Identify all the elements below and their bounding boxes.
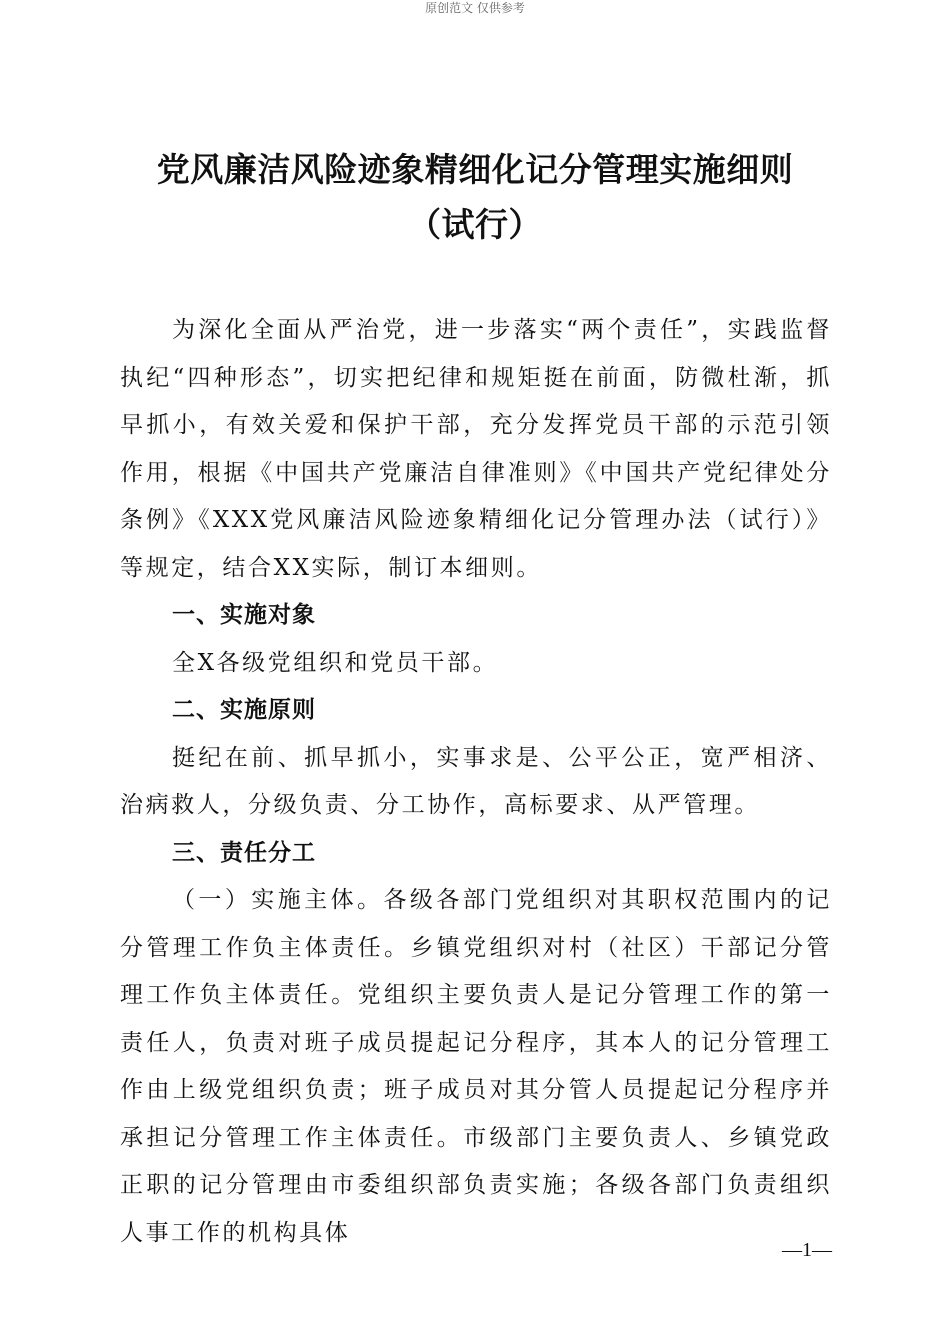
section-heading-responsibilities: 三、责任分工 [172, 839, 316, 866]
section-heading-targets: 一、实施对象 [172, 602, 316, 628]
document-subtitle: （试行） [408, 205, 542, 244]
watermark-text: 原创范文 仅供参考 [425, 1, 525, 15]
section-text-responsibilities: （一）实施主体。各级各部门党组织对其职权范围内的记分管理工作负主体责任。乡镇党组织对村（社区）干部记分管理工作负主体责任。党组织主要负责人是记分管理工作的第一责任人，负责对班子成员提起记分程序，其本人的记分管理工作由上级党组织负责；班子成员对其分管人员提起记分程序并承担记分管理工作主体责任。市级部门主要负责人、乡镇党政正职的记分管理由市委组织部负责实施；各级各部门负责组织人事工作的机构具体 [120, 887, 832, 1246]
section-text-targets: 全X各级党组织和党员干部。 [172, 649, 499, 676]
document-body [120, 307, 832, 1257]
section-text-principles: 挺纪在前、抓早抓小，实事求是、公平公正，宽严相济、治病救人，分级负责、分工协作，高标要求、从严管理。 [120, 744, 832, 818]
intro-paragraph: 为深化全面从严治党，进一步落实“两个责任”，实践监督执纪“四种形态”，切实把纪律和规矩挺在前面，防微杜渐，抓早抓小，有效关爱和保护干部，充分发挥党员干部的示范引领作用，根据《中国共产党廉洁自律准则》《中国共产党纪律处分条例》《XXX党风廉洁风险迹象精细化记分管理办法（试行）》等规定，结合XX实际，制订本细则。 [120, 317, 832, 581]
document-title: 党风廉洁风险迹象精细化记分管理实施细则 [156, 150, 794, 189]
section-heading-principles: 二、实施原则 [172, 697, 316, 723]
page-number: —1— [782, 1239, 832, 1261]
